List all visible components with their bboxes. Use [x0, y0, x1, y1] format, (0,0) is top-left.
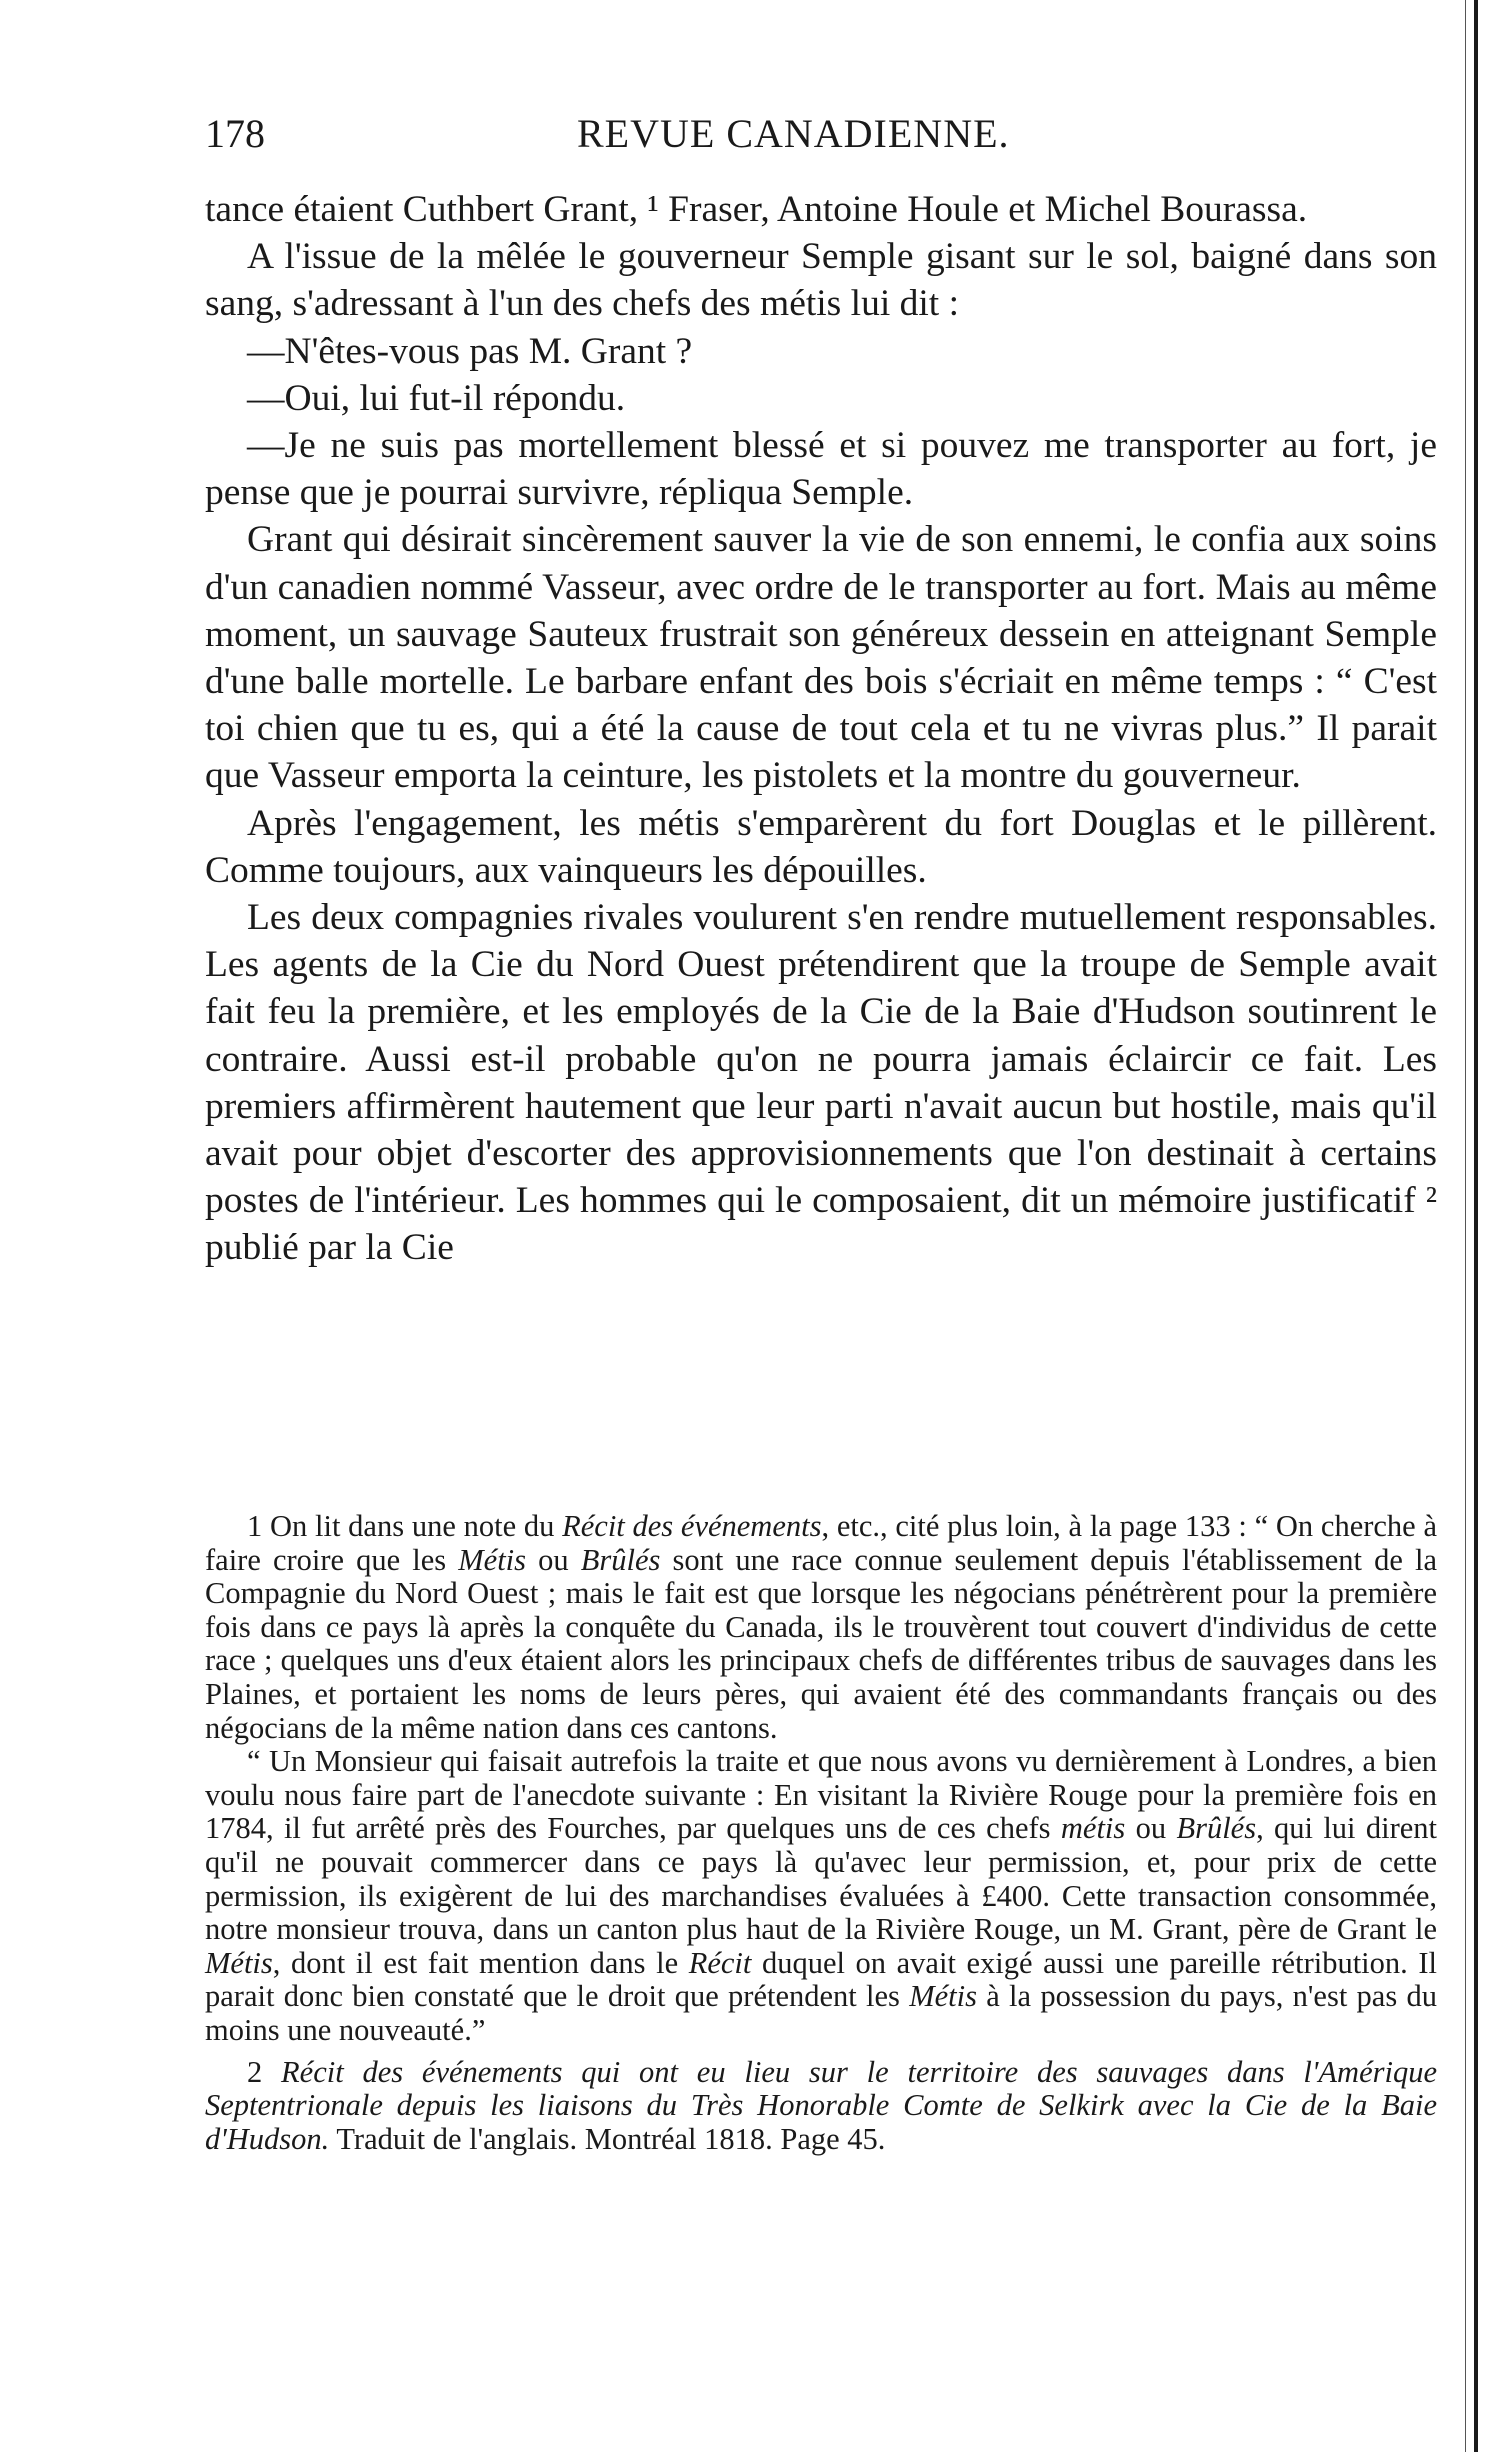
footnote-2: [205, 2056, 1437, 2157]
footnote-1-text-d: “ Un Monsieur qui faisait autrefois la traite et que nous avons vu dernièrement à Londres, a bien voulu nous faire part de l'anecdote suivante : En visitant la Rivière Rouge pour la première fois en 1784, il fut arrêté près des Fourches, par quelques uns de ces chefs: [205, 1744, 1437, 1846]
paragraph-4: —Oui, lui fut-il répondu.: [247, 377, 626, 419]
running-title: REVUE CANADIENNE.: [577, 111, 1010, 156]
page: [205, 110, 1438, 2156]
page-number: 178: [205, 111, 265, 156]
footnote-1-term-metis-4: Métis: [909, 1979, 977, 2014]
footnote-2-title: Récit des événements qui ont eu lieu sur le territoire des sauvages dans l'Amérique Septentrionale depuis les liaisons du Très Honorable Comte de Selkirk avec la Cie de la Baie d'Hudson.: [205, 2054, 1437, 2156]
paragraph-1: tance étaient Cuthbert Grant, ¹ Fraser, Antoine Houle et Michel Bourassa.: [205, 189, 1308, 230]
footnote-1-text-a: 1 On lit dans une note du: [247, 1509, 563, 1543]
footnote-1-title: Récit des événements: [562, 1509, 822, 1543]
footnote-1-term-brules-2: Brûlés: [1176, 1811, 1257, 1846]
footnote-1-term-recit: Récit: [688, 1945, 752, 1980]
footnote-1-continued: [205, 1745, 1437, 2047]
footnote-2-number: 2: [247, 2054, 282, 2089]
paragraph-8: Les deux compagnies rivales voulurent s'en rendre mutuellement responsables. Les agents de la Cie du Nord Ouest prétendirent que la troupe de Semple avait fait feu la première, et les employés de la Cie de la Baie d'Hudson soutinrent le contraire. Aussi est-il probable qu'on ne pourra jamais éclaircir ce fait. Les premiers affirmèrent hautement que leur parti n'avait aucun but hostile, mais qu'il avait pour objet d'escorter des approvisionnements que l'on destinait à certains postes de l'intérieur. Les hommes qui le composaient, dit un mémoire justificatif ² publié par la Cie: [205, 897, 1437, 1269]
paragraph-3: —N'êtes-vous pas M. Grant ?: [247, 330, 693, 372]
paragraph-5: —Je ne suis pas mortellement blessé et si pouvez me transporter au fort, je pense que je pourrai survivre, répliqua Semple.: [205, 425, 1437, 514]
paragraph-6: Grant qui désirait sincèrement sauver la vie de son ennemi, le confia aux soins d'un canadien nommé Vasseur, avec ordre de le transporter au fort. Mais au même moment, un sauvage Sauteux frustrait son généreux dessein en atteignant Semple d'une balle mortelle. Le barbare enfant des bois s'écriait en même temps : “ C'est toi chien que tu es, qui a été la cause de tout cela et tu ne vivras plus.” Il parait que Vasseur emporta la ceinture, les pistolets et la montre du gouverneur.: [205, 519, 1437, 797]
footnote-1-text-ou-2: ou: [1125, 1811, 1177, 1846]
main-text: [205, 186, 1437, 1272]
footnote-1-term-metis-2: métis: [1060, 1811, 1126, 1846]
footnote-1-term-metis: Métis: [458, 1542, 527, 1577]
footnote-2-text: Traduit de l'anglais. Montréal 1818. Page 45.: [329, 2121, 886, 2156]
page-edge-line-inner: [1465, 0, 1466, 2452]
paragraph-7: Après l'engagement, les métis s'emparèrent du fort Douglas et le pillèrent. Comme toujours, aux vainqueurs les dépouilles.: [205, 802, 1437, 891]
footnote-1-text-g: à la possession du pays, n'est pas du moins une nouveauté.”: [205, 1979, 1437, 2047]
footnote-1: [205, 1510, 1437, 1745]
footnote-1-term-metis-3: Métis: [205, 1945, 273, 1980]
footnote-1-text-mention: , dont il est fait mention dans le: [272, 1945, 689, 1980]
footnotes: [205, 1510, 1437, 2156]
running-header: [205, 110, 1437, 170]
footnote-1-text-c: sont une race connue seulement depuis l'établissement de la Compagnie du Nord Ouest ; mais le fait est que lorsque les négocians pénétrèrent pour la première fois dans ce pays là après la conquête du Canada, ils le trouvèrent tout couvert d'individus de cette race ; quelques uns d'eux étaient alors les principaux chefs de différentes tribus de sauvages dans les Plaines, et portaient les noms de leurs pères, qui avaient été des commandants français ou des négocians de la même nation dans ces cantons.: [205, 1542, 1437, 1745]
footnote-1-text-f: duquel on avait exigé aussi une pareille rétribution. Il parait donc bien constaté que le droit que prétendent les: [205, 1945, 1437, 2014]
footnote-1-term-brules: Brûlés: [580, 1542, 661, 1577]
footnote-1-text-e: , qui lui dirent qu'il ne pouvait commercer dans ce pays là qu'avec leur permission, et, pour prix de cette permission, ils exigèrent de lui des marchandises évaluées à £400. Cette transaction consommée, notre monsieur trouva, dans un canton plus haut de la Rivière Rouge, un M. Grant, père de Grant le: [205, 1811, 1438, 1947]
footnote-1-text-ou: ou: [526, 1542, 581, 1577]
footnote-1-text-b: , etc., cité plus loin, à la page 133 : “ On cherche à faire croire que les: [205, 1509, 1437, 1577]
page-edge-line: [1474, 0, 1478, 2452]
paragraph-2: A l'issue de la mêlée le gouverneur Semple gisant sur le sol, baigné dans son sang, s'adressant à l'un des chefs des métis lui dit :: [205, 236, 1437, 325]
